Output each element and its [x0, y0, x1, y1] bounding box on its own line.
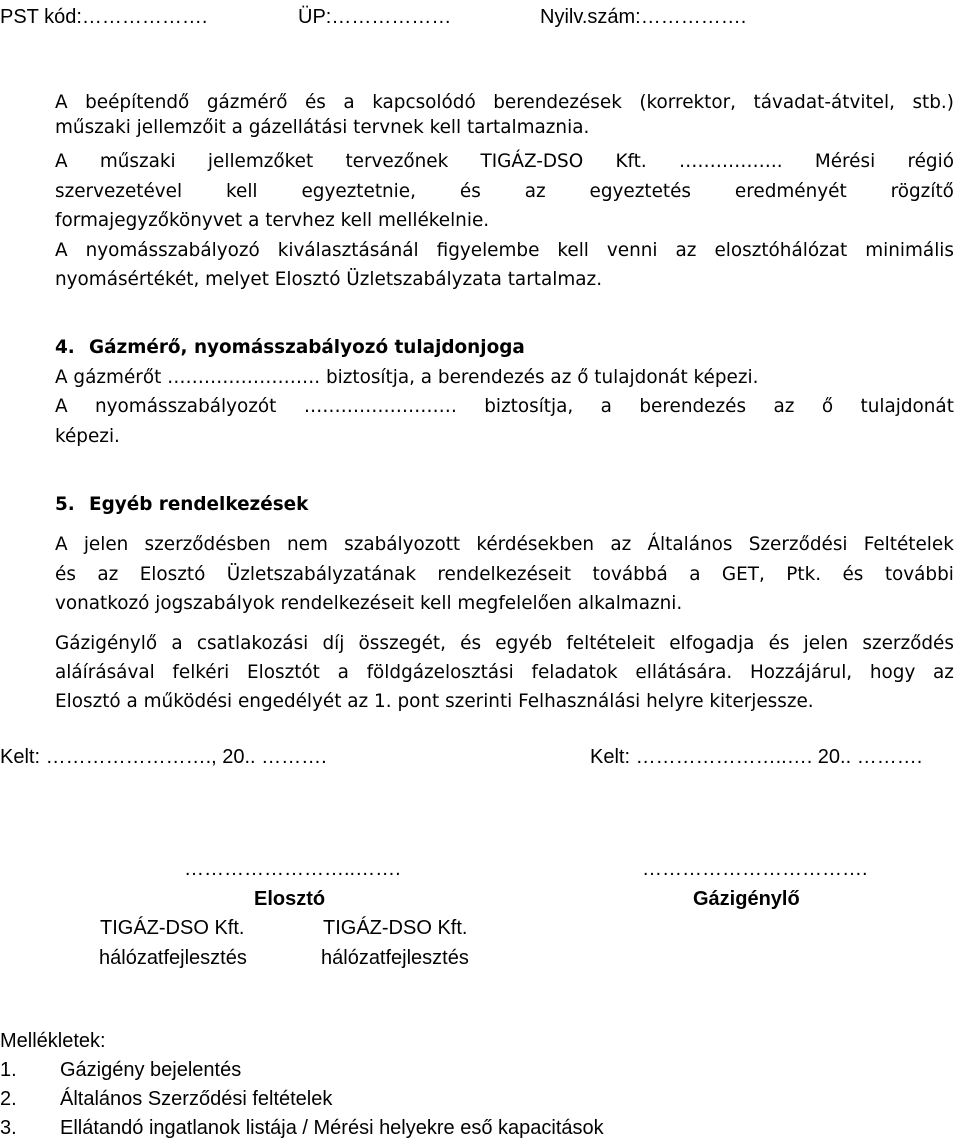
word: TIGÁZ-DSO — [480, 151, 584, 172]
intro-p3-line2: nyomásértékét, melyet Elosztó Üzletszabályzata tartalmaz. — [55, 269, 603, 290]
word: Feltételek — [863, 534, 954, 555]
word: hogy — [869, 662, 916, 683]
section5-p2-line2 — [55, 661, 954, 685]
word: az — [933, 662, 954, 683]
word: és — [842, 564, 864, 585]
word: egyeztetés — [589, 181, 692, 202]
intro-p2-line1 — [55, 150, 954, 174]
word: egyeztetnie, — [301, 181, 416, 202]
word: Elosztót — [247, 662, 320, 683]
word: kapcsolódó — [372, 92, 476, 113]
word: jellemzőket — [207, 151, 314, 172]
word: Hozzájárul, — [749, 662, 853, 683]
word: egyéb — [495, 633, 553, 654]
word: a — [171, 633, 183, 654]
section5-p1-line3: vonatkozó jogszabályok rendelkezéseit kell megfelelően alkalmazni. — [55, 593, 683, 614]
section5-p1-line1 — [55, 533, 954, 557]
intro-p3-line1 — [55, 239, 954, 263]
signature-company-2: TIGÁZ-DSO Kft. — [323, 917, 468, 939]
word: biztosítja, — [484, 396, 574, 417]
word: A — [55, 240, 68, 261]
attachment-number-3: 3. — [0, 1117, 17, 1139]
section5-number: 5. — [55, 494, 75, 515]
word: A — [55, 92, 68, 113]
word: kell — [226, 181, 258, 202]
word: az — [675, 240, 697, 261]
header-pst-kod: PST kód:………………. — [0, 6, 208, 28]
attachment-item-2: Általános Szerződési feltételek — [60, 1088, 333, 1110]
word: eredményét — [734, 181, 847, 202]
word: Elosztó — [139, 564, 206, 585]
date-right: Kelt: …………………..…. 20.. ………. — [590, 746, 923, 768]
word: kell — [557, 240, 589, 261]
word: (korrektor, — [639, 92, 737, 113]
word: és — [768, 633, 790, 654]
word: kérdésekben — [476, 534, 595, 555]
word: ő — [821, 396, 834, 417]
word: A — [55, 396, 68, 417]
attachment-number-2: 2. — [0, 1088, 17, 1110]
section4-line3: képezi. — [55, 426, 120, 447]
word: elosztóhálózat — [714, 240, 848, 261]
signature-department-2: hálózatfejlesztés — [321, 947, 469, 969]
word: Ptk. — [786, 564, 822, 585]
attachment-item-1: Gázigény bejelentés — [60, 1059, 242, 1081]
word: szabályozott — [344, 534, 461, 555]
intro-p2-line2 — [55, 180, 954, 204]
word: régió — [907, 151, 954, 172]
section5-heading: Egyéb rendelkezések — [89, 494, 309, 515]
word: nem — [287, 534, 328, 555]
word: további — [884, 564, 954, 585]
word: jelen — [803, 633, 849, 654]
signature-company-1: TIGÁZ-DSO Kft. — [100, 917, 245, 939]
word: elfogadja — [669, 633, 755, 654]
word: Általános — [647, 534, 733, 555]
word: A — [55, 534, 68, 555]
word: Üzletszabályzatának — [226, 564, 416, 585]
intro-p1-line1 — [55, 91, 954, 115]
word: rögzítő — [890, 181, 954, 202]
word: beépítendő — [85, 92, 190, 113]
word: a — [337, 662, 349, 683]
word: az — [610, 534, 632, 555]
word: figyelembe — [436, 240, 540, 261]
section4-number: 4. — [55, 337, 75, 358]
word: nyomásszabályozó — [85, 240, 260, 261]
word: Mérési — [814, 151, 876, 172]
word: a — [600, 396, 612, 417]
signature-line-right: ……………………………. — [642, 858, 868, 880]
signature-title-gazigenylo: Gázigénylő — [693, 888, 800, 910]
word: és — [304, 92, 326, 113]
attachments-heading: Mellékletek: — [0, 1030, 106, 1052]
word: földgázelosztási — [366, 662, 514, 683]
word: tervezőnek — [345, 151, 449, 172]
attachment-number-1: 1. — [0, 1059, 17, 1081]
word: stb.) — [912, 92, 954, 113]
word: az — [524, 181, 546, 202]
word: műszaki — [99, 151, 176, 172]
word: és — [460, 633, 482, 654]
word: nyomásszabályozót — [95, 396, 277, 417]
section4-line2 — [55, 395, 954, 419]
word: jelen — [83, 534, 129, 555]
word: tulajdonát — [860, 396, 954, 417]
header-up: ÜP:……………… — [298, 6, 452, 28]
word: ellátására. — [635, 662, 733, 683]
word: gázmérő — [206, 92, 288, 113]
word: Gázigénylő — [55, 633, 158, 654]
word: felkéri — [172, 662, 230, 683]
word: és — [55, 564, 76, 585]
word: minimális — [865, 240, 954, 261]
signature-department-1: hálózatfejlesztés — [99, 947, 247, 969]
section4-line1: A gázmérőt ……………………. biztosítja, a berendezés az ő tulajdonát képezi. — [55, 367, 759, 388]
intro-p2-line3: formajegyzőkönyvet a tervhez kell mellékelnie. — [55, 210, 490, 231]
word: a — [689, 564, 701, 585]
signature-title-elosztó: Elosztó — [254, 888, 326, 910]
word: továbbá — [592, 564, 668, 585]
word: berendezések — [493, 92, 622, 113]
word: …………….. — [678, 151, 783, 172]
word: szerződés — [862, 633, 954, 654]
word: az — [773, 396, 795, 417]
word: rendelkezéseit — [437, 564, 572, 585]
intro-p1-line2: műszaki jellemzőit a gázellátási tervnek kell tartalmaznia. — [55, 117, 590, 138]
word: venni — [606, 240, 658, 261]
word: Szerződési — [748, 534, 848, 555]
word: GET, — [721, 564, 765, 585]
section4-heading: Gázmérő, nyomásszabályozó tulajdonjoga — [89, 337, 525, 358]
word: az — [97, 564, 119, 585]
word: összegét, — [358, 633, 446, 654]
word: és — [459, 181, 481, 202]
word: szerződésben — [144, 534, 271, 555]
date-left: Kelt: ……………………., 20.. ………. — [0, 746, 327, 768]
section5-p2-line1 — [55, 632, 954, 656]
section5-p1-line2 — [55, 563, 954, 587]
word: a — [343, 92, 355, 113]
word: ……………………. — [303, 396, 457, 417]
section5-p2-line3: Elosztó a működési engedélyét az 1. pont szerinti Felhasználási helyre kiterjessze. — [55, 691, 814, 712]
word: távadat-átvitel, — [753, 92, 895, 113]
word: aláírásával — [55, 662, 155, 683]
word: díj — [322, 633, 345, 654]
word: feladatok — [531, 662, 618, 683]
word: berendezés — [639, 396, 747, 417]
word: csatlakozási — [196, 633, 309, 654]
word: Kft. — [615, 151, 647, 172]
signature-line-left: ……………………..……. — [184, 858, 401, 880]
attachment-item-3: Ellátandó ingatlanok listája / Mérési helyekre eső kapacitások — [60, 1117, 604, 1139]
word: kiválasztásánál — [277, 240, 419, 261]
word: A — [55, 151, 68, 172]
header-nyilv-szam: Nyilv.szám:……………. — [540, 6, 747, 28]
word: szervezetével — [55, 181, 183, 202]
word: feltételeit — [566, 633, 656, 654]
